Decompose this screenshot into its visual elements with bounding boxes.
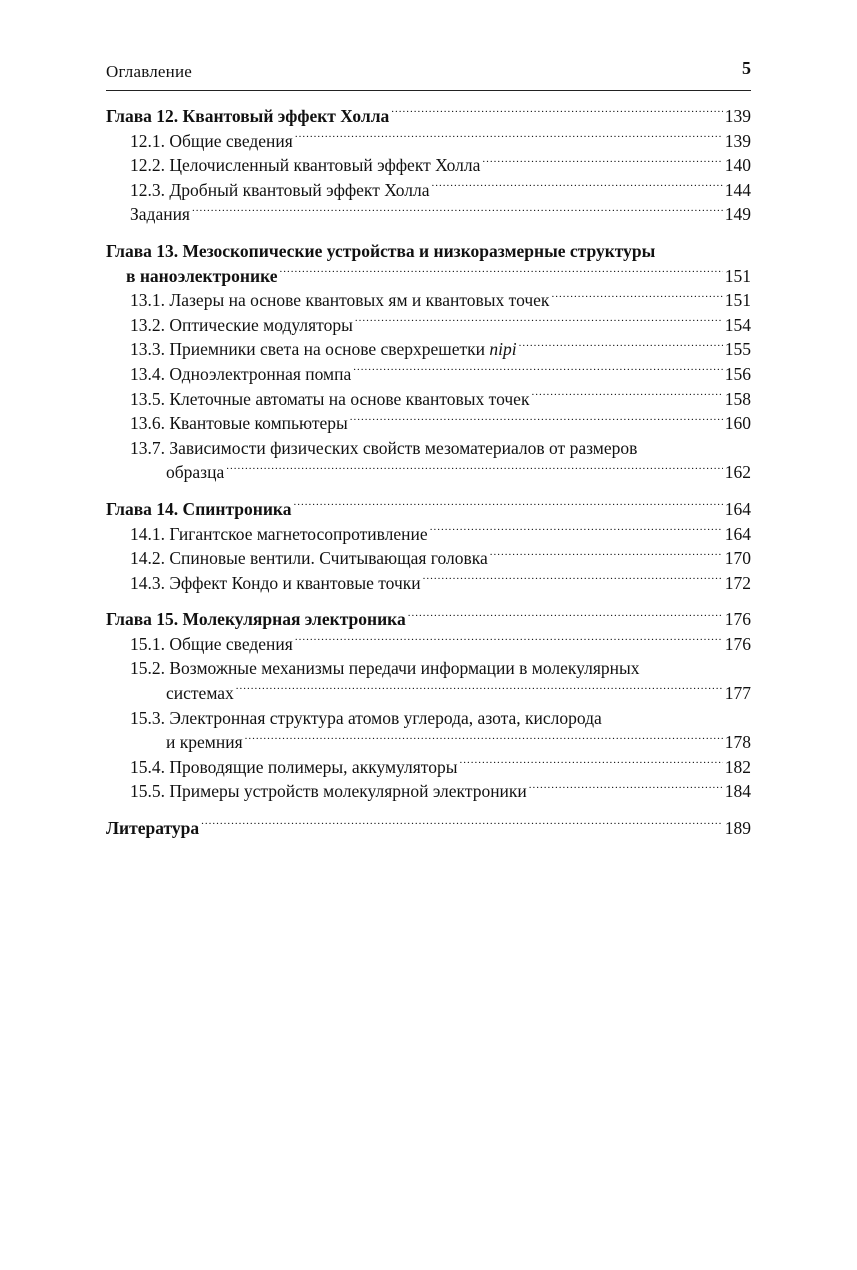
dot-leader [201, 817, 723, 835]
toc-entry-title: 12.1. Общие сведения [130, 130, 293, 151]
toc-entry-title-italic: nipi [489, 339, 517, 360]
dot-leader [353, 362, 722, 380]
dot-leader [245, 731, 723, 749]
toc-entry-page: 139 [724, 130, 751, 151]
toc-entry[interactable] [106, 288, 751, 313]
dot-leader [482, 154, 722, 172]
toc-entry[interactable] [106, 779, 751, 804]
dot-leader [355, 313, 723, 331]
toc-entry-page: 160 [724, 413, 751, 434]
toc-entry-page: 144 [724, 179, 751, 200]
toc-entry[interactable] [106, 202, 751, 227]
toc-entry[interactable] [106, 411, 751, 436]
dot-leader [529, 780, 723, 798]
dot-leader [391, 105, 722, 123]
dot-leader [432, 178, 723, 196]
toc-page [106, 58, 751, 853]
toc-entry[interactable] [106, 632, 751, 657]
toc-entry[interactable] [106, 730, 751, 755]
toc-entry-title-prefix: 13.3. Приемники света на основе сверхрешетки [130, 339, 490, 360]
dot-leader [192, 203, 723, 221]
toc-entry-title: 14.2. Спиновые вентили. Считывающая головка [130, 548, 488, 569]
toc-entry-page: 140 [724, 155, 751, 176]
toc-entry[interactable] [106, 264, 751, 289]
dot-leader [236, 682, 723, 700]
toc-entry-page: 149 [724, 204, 751, 225]
toc-entry-title: Глава 14. Спинтроника [106, 498, 292, 519]
toc-entry[interactable] [106, 387, 751, 412]
toc-entry-page: 184 [724, 781, 751, 802]
dot-leader [280, 264, 723, 282]
toc-entry[interactable] [106, 129, 751, 154]
toc-entry[interactable] [106, 816, 751, 841]
toc-entry-title: 14.3. Эффект Кондо и квантовые точки [130, 572, 421, 593]
toc-entry[interactable] [106, 104, 751, 129]
toc-entry[interactable] [106, 607, 751, 632]
dot-leader [459, 755, 722, 773]
dot-leader [295, 129, 723, 147]
dot-leader [350, 412, 723, 430]
toc-entry-page: 151 [724, 265, 751, 286]
toc-entry[interactable] [106, 571, 751, 596]
toc-entry-title: в наноэлектронике [126, 265, 278, 286]
toc-entry-page: 151 [724, 290, 751, 311]
toc-entry-title: 15.5. Примеры устройств молекулярной электроники [130, 781, 527, 802]
dot-leader [423, 571, 723, 589]
toc-entry-title: Глава 15. Молекулярная электроника [106, 609, 406, 630]
toc-entry-title: 12.2. Целочисленный квантовый эффект Холла [130, 155, 481, 176]
dot-leader [551, 289, 722, 307]
toc-entry-title: 13.4. Одноэлектронная помпа [130, 363, 352, 384]
toc-entry-title: Глава 12. Квантовый эффект Холла [106, 106, 390, 126]
dot-leader [531, 387, 722, 405]
toc-chapter-13 [106, 239, 751, 485]
toc-entry-page: 182 [724, 756, 751, 777]
toc-entry-title: 13.2. Оптические модуляторы [130, 314, 353, 335]
toc-entry-page: 139 [724, 106, 751, 126]
toc-entry-title: Литература [106, 818, 200, 839]
toc-chapter-15 [106, 607, 751, 804]
toc-entry-title-line[interactable]: 15.3. Электронная структура атомов углерода, азота, кислорода [130, 707, 602, 728]
running-header [106, 58, 751, 91]
toc-entry[interactable] [106, 522, 751, 547]
dot-leader [408, 608, 723, 626]
toc-entry-title: образца [166, 462, 225, 483]
toc-entry-page: 172 [724, 572, 751, 593]
dot-leader [293, 497, 722, 515]
dot-leader [226, 461, 723, 479]
toc-entry-page: 158 [724, 388, 751, 409]
toc-entry-title-line[interactable]: 13.7. Зависимости физических свойств мезоматериалов от размеров [130, 437, 638, 458]
toc-entry-title-line[interactable]: 15.2. Возможные механизмы передачи информации в молекулярных [130, 658, 640, 679]
toc-entry-title: 13.6. Квантовые компьютеры [130, 413, 348, 434]
toc-entry-page: 189 [724, 818, 751, 839]
toc-entry-title: Задания [130, 204, 190, 225]
toc-entry-title-line[interactable]: Глава 13. Мезоскопические устройства и низкоразмерные структуры [106, 240, 656, 261]
toc-entry-page: 164 [724, 523, 751, 544]
toc-entry[interactable] [106, 337, 751, 362]
toc-entry-page: 162 [724, 462, 751, 483]
toc-entry[interactable] [106, 362, 751, 387]
toc-entry-page: 154 [724, 314, 751, 335]
toc-entry[interactable] [106, 681, 751, 706]
toc-entry-title: 12.3. Дробный квантовый эффект Холла [130, 179, 430, 200]
toc-literature [106, 816, 751, 841]
toc-entry-page: 177 [724, 683, 751, 704]
toc-entry-page: 176 [724, 609, 751, 630]
toc-entry-page: 170 [724, 548, 751, 569]
toc-entry[interactable] [106, 178, 751, 203]
header-page-number: 5 [742, 58, 751, 78]
toc-entry[interactable] [106, 460, 751, 485]
header-section-title: Оглавление [106, 62, 192, 81]
dot-leader [519, 338, 723, 356]
toc-entry-title: 15.4. Проводящие полимеры, аккумуляторы [130, 756, 458, 777]
toc-entry-title: 15.1. Общие сведения [130, 633, 293, 654]
toc-entry-page: 155 [724, 339, 751, 360]
table-of-contents [106, 104, 751, 841]
toc-chapter-14 [106, 497, 751, 595]
toc-entry-title [130, 337, 517, 362]
toc-entry[interactable] [106, 497, 751, 522]
toc-entry-page: 176 [724, 633, 751, 654]
toc-entry-page: 164 [724, 498, 751, 519]
toc-entry-title: 13.1. Лазеры на основе квантовых ям и квантовых точек [130, 290, 550, 311]
toc-chapter-12 [106, 104, 751, 227]
toc-entry-title: системах [166, 683, 234, 704]
toc-entry[interactable] [106, 546, 751, 571]
toc-entry-page: 156 [724, 363, 751, 384]
toc-entry[interactable] [106, 153, 751, 178]
toc-entry[interactable] [106, 313, 751, 338]
dot-leader [430, 522, 723, 540]
toc-entry[interactable] [106, 755, 751, 780]
toc-entry-title: и кремния [166, 732, 243, 753]
toc-entry-title: 14.1. Гигантское магнетосопротивление [130, 523, 428, 544]
dot-leader [490, 547, 723, 565]
toc-entry-page: 178 [724, 732, 751, 753]
dot-leader [295, 632, 723, 650]
toc-entry-title: 13.5. Клеточные автоматы на основе квантовых точек [130, 388, 530, 409]
